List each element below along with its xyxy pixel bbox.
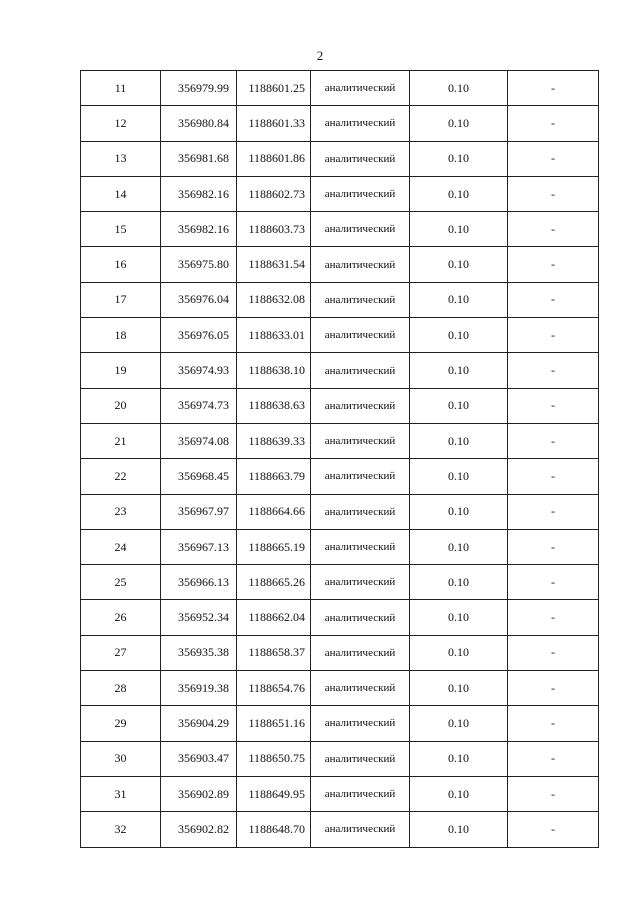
accuracy-cell: 0.10 [410,212,508,247]
method-cell: аналитический [311,741,410,776]
note-cell: - [508,565,599,600]
table-row [81,141,599,176]
y-coordinate-cell: 1188665.26 [237,565,311,600]
note-cell: - [508,318,599,353]
table-row [81,565,599,600]
note-cell: - [508,212,599,247]
x-coordinate-cell: 356981.68 [161,141,237,176]
accuracy-cell: 0.10 [410,106,508,141]
note-cell: - [508,247,599,282]
method-cell: аналитический [311,600,410,635]
x-coordinate-cell: 356967.13 [161,529,237,564]
note-cell: - [508,812,599,847]
y-coordinate-cell: 1188601.25 [237,71,311,106]
x-coordinate-cell: 356904.29 [161,706,237,741]
table-row [81,388,599,423]
x-coordinate-cell: 356974.08 [161,423,237,458]
table-row [81,176,599,211]
accuracy-cell: 0.10 [410,423,508,458]
table-row [81,318,599,353]
accuracy-cell: 0.10 [410,494,508,529]
method-cell: аналитический [311,459,410,494]
method-cell: аналитический [311,353,410,388]
table-row [81,671,599,706]
method-cell: аналитический [311,388,410,423]
point-number-cell: 28 [81,671,161,706]
table-row [81,494,599,529]
table-row [81,71,599,106]
y-coordinate-cell: 1188651.16 [237,706,311,741]
method-cell: аналитический [311,106,410,141]
accuracy-cell: 0.10 [410,318,508,353]
x-coordinate-cell: 356974.73 [161,388,237,423]
method-cell: аналитический [311,671,410,706]
note-cell: - [508,706,599,741]
note-cell: - [508,71,599,106]
note-cell: - [508,776,599,811]
accuracy-cell: 0.10 [410,353,508,388]
table-row [81,282,599,317]
method-cell: аналитический [311,282,410,317]
y-coordinate-cell: 1188658.37 [237,635,311,670]
point-number-cell: 15 [81,212,161,247]
method-cell: аналитический [311,141,410,176]
accuracy-cell: 0.10 [410,812,508,847]
method-cell: аналитический [311,212,410,247]
accuracy-cell: 0.10 [410,459,508,494]
table-row [81,706,599,741]
method-cell: аналитический [311,776,410,811]
accuracy-cell: 0.10 [410,600,508,635]
accuracy-cell: 0.10 [410,776,508,811]
y-coordinate-cell: 1188633.01 [237,318,311,353]
note-cell: - [508,388,599,423]
point-number-cell: 20 [81,388,161,423]
x-coordinate-cell: 356967.97 [161,494,237,529]
y-coordinate-cell: 1188603.73 [237,212,311,247]
point-number-cell: 30 [81,741,161,776]
point-number-cell: 14 [81,176,161,211]
note-cell: - [508,494,599,529]
coordinates-table-body [81,71,599,848]
note-cell: - [508,635,599,670]
point-number-cell: 18 [81,318,161,353]
table-row [81,459,599,494]
point-number-cell: 27 [81,635,161,670]
y-coordinate-cell: 1188649.95 [237,776,311,811]
table-row [81,247,599,282]
note-cell: - [508,459,599,494]
table-row [81,600,599,635]
x-coordinate-cell: 356902.82 [161,812,237,847]
accuracy-cell: 0.10 [410,141,508,176]
method-cell: аналитический [311,812,410,847]
table-row [81,529,599,564]
accuracy-cell: 0.10 [410,741,508,776]
y-coordinate-cell: 1188662.04 [237,600,311,635]
note-cell: - [508,353,599,388]
y-coordinate-cell: 1188638.10 [237,353,311,388]
accuracy-cell: 0.10 [410,71,508,106]
note-cell: - [508,141,599,176]
point-number-cell: 21 [81,423,161,458]
point-number-cell: 16 [81,247,161,282]
method-cell: аналитический [311,247,410,282]
table-row [81,423,599,458]
x-coordinate-cell: 356979.99 [161,71,237,106]
note-cell: - [508,529,599,564]
y-coordinate-cell: 1188654.76 [237,671,311,706]
point-number-cell: 23 [81,494,161,529]
note-cell: - [508,741,599,776]
method-cell: аналитический [311,635,410,670]
accuracy-cell: 0.10 [410,529,508,564]
table-row [81,212,599,247]
point-number-cell: 32 [81,812,161,847]
table-row [81,635,599,670]
y-coordinate-cell: 1188632.08 [237,282,311,317]
method-cell: аналитический [311,423,410,458]
note-cell: - [508,106,599,141]
method-cell: аналитический [311,71,410,106]
x-coordinate-cell: 356968.45 [161,459,237,494]
x-coordinate-cell: 356935.38 [161,635,237,670]
accuracy-cell: 0.10 [410,247,508,282]
y-coordinate-cell: 1188648.70 [237,812,311,847]
method-cell: аналитический [311,176,410,211]
method-cell: аналитический [311,318,410,353]
point-number-cell: 24 [81,529,161,564]
note-cell: - [508,671,599,706]
y-coordinate-cell: 1188664.66 [237,494,311,529]
coordinates-table [80,70,599,848]
point-number-cell: 17 [81,282,161,317]
point-number-cell: 31 [81,776,161,811]
accuracy-cell: 0.10 [410,282,508,317]
method-cell: аналитический [311,494,410,529]
point-number-cell: 13 [81,141,161,176]
table-row [81,106,599,141]
y-coordinate-cell: 1188638.63 [237,388,311,423]
point-number-cell: 12 [81,106,161,141]
x-coordinate-cell: 356919.38 [161,671,237,706]
accuracy-cell: 0.10 [410,706,508,741]
x-coordinate-cell: 356974.93 [161,353,237,388]
y-coordinate-cell: 1188665.19 [237,529,311,564]
y-coordinate-cell: 1188602.73 [237,176,311,211]
table-row [81,353,599,388]
y-coordinate-cell: 1188663.79 [237,459,311,494]
x-coordinate-cell: 356982.16 [161,212,237,247]
table-row [81,812,599,847]
method-cell: аналитический [311,529,410,564]
point-number-cell: 29 [81,706,161,741]
method-cell: аналитический [311,565,410,600]
note-cell: - [508,600,599,635]
page-number: 2 [316,48,324,63]
x-coordinate-cell: 356903.47 [161,741,237,776]
accuracy-cell: 0.10 [410,635,508,670]
y-coordinate-cell: 1188639.33 [237,423,311,458]
x-coordinate-cell: 356976.04 [161,282,237,317]
y-coordinate-cell: 1188631.54 [237,247,311,282]
accuracy-cell: 0.10 [410,176,508,211]
note-cell: - [508,423,599,458]
note-cell: - [508,282,599,317]
y-coordinate-cell: 1188601.86 [237,141,311,176]
x-coordinate-cell: 356966.13 [161,565,237,600]
x-coordinate-cell: 356982.16 [161,176,237,211]
point-number-cell: 25 [81,565,161,600]
accuracy-cell: 0.10 [410,388,508,423]
x-coordinate-cell: 356980.84 [161,106,237,141]
x-coordinate-cell: 356952.34 [161,600,237,635]
x-coordinate-cell: 356975.80 [161,247,237,282]
table-row [81,776,599,811]
point-number-cell: 11 [81,71,161,106]
method-cell: аналитический [311,706,410,741]
y-coordinate-cell: 1188601.33 [237,106,311,141]
note-cell: - [508,176,599,211]
x-coordinate-cell: 356902.89 [161,776,237,811]
x-coordinate-cell: 356976.05 [161,318,237,353]
point-number-cell: 22 [81,459,161,494]
point-number-cell: 26 [81,600,161,635]
table-row [81,741,599,776]
accuracy-cell: 0.10 [410,565,508,600]
y-coordinate-cell: 1188650.75 [237,741,311,776]
point-number-cell: 19 [81,353,161,388]
accuracy-cell: 0.10 [410,671,508,706]
